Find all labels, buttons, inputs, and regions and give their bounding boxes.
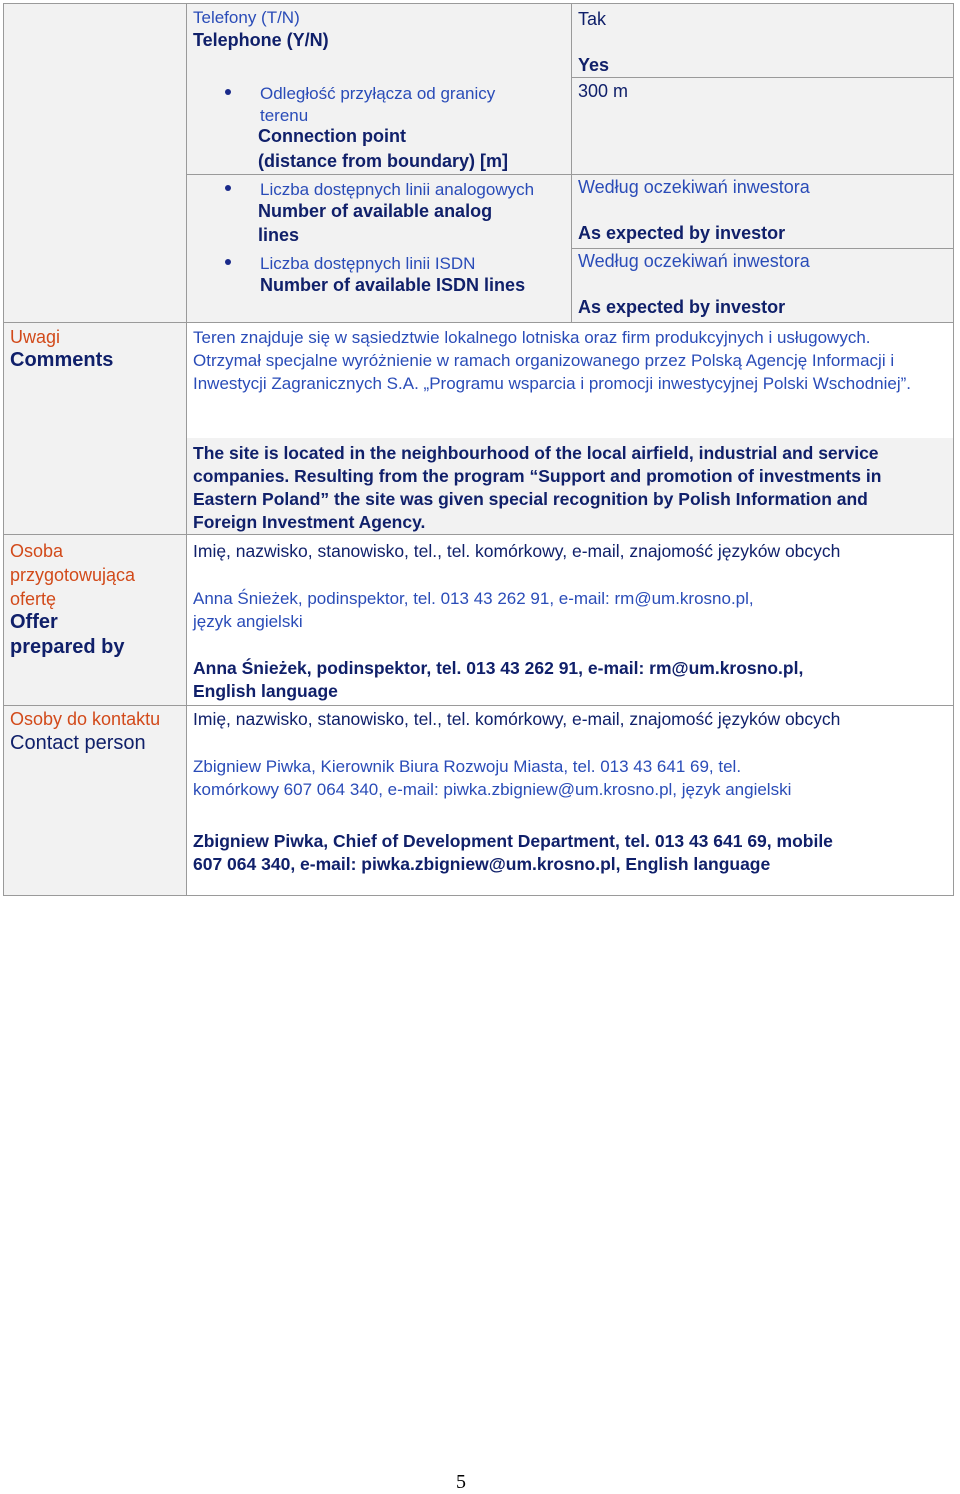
comments-label-en: Comments	[10, 349, 114, 371]
offer-label-pl-3: ofertę	[10, 589, 57, 609]
row-divider-telephone	[571, 77, 954, 78]
offer-fields-header: Imię, nazwisko, stanowisko, tel., tel. komórkowy, e-mail, znajomość języków obcych	[193, 541, 841, 561]
isdn-value-en: As expected by investor	[578, 297, 786, 317]
comments-text-pl: Teren znajduje się w sąsiedztwie lokalnego lotniska oraz firm produkcyjnych i usługowych. Otrzymał specjalne wyróżnienie w ramach organizowanego przez Polską Agencję Informacji i Inwestycji Zagranicznych S.A. „Programu wsparcia i promocji inwestycyjnej Polski Wschodniej”.	[193, 328, 912, 393]
contact-value-en-1: Zbigniew Piwka, Chief of Development Department, tel. 013 43 641 69, mobile	[193, 831, 833, 851]
offer-label-en-2: prepared by	[10, 636, 125, 658]
row-divider-offer	[4, 534, 954, 535]
bullet-icon	[225, 89, 231, 95]
telephone-label-pl: Telefony (T/N)	[193, 8, 300, 27]
page-number: 5	[456, 1471, 466, 1493]
telephone-value-en: Yes	[578, 55, 610, 75]
contact-value-pl-1: Zbigniew Piwka, Kierownik Biura Rozwoju Miasta, tel. 013 43 641 69, tel.	[193, 757, 742, 776]
connection-label-pl-2: terenu	[260, 106, 309, 125]
offer-value-pl-2: język angielski	[193, 612, 303, 631]
isdn-label-en: Number of available ISDN lines	[260, 275, 526, 295]
analog-label-en-1: Number of available analog	[258, 201, 493, 221]
analog-label-en-2: lines	[258, 225, 300, 245]
offer-label-pl-2: przygotowująca	[10, 565, 136, 585]
bullet-icon	[225, 185, 231, 191]
contact-label-pl: Osoby do kontaktu	[10, 709, 161, 729]
contact-value-en-2: 607 064 340, e-mail: piwka.zbigniew@um.krosno.pl, English language	[193, 854, 771, 874]
analog-value-en: As expected by investor	[578, 223, 786, 243]
offer-label-en-1: Offer	[10, 611, 58, 633]
offer-value-pl-1: Anna Śnieżek, podinspektor, tel. 013 43 262 91, e-mail: rm@um.krosno.pl,	[193, 589, 754, 608]
isdn-label-pl: Liczba dostępnych linii ISDN	[260, 254, 476, 273]
connection-value: 300 m	[578, 81, 629, 101]
connection-label-en-1: Connection point	[258, 126, 406, 146]
telephone-value-pl: Tak	[578, 9, 607, 29]
offer-value-en-2: English language	[193, 681, 338, 701]
contact-label-en: Contact person	[10, 732, 146, 754]
row-divider-contact	[4, 705, 954, 706]
contact-value-pl-2: komórkowy 607 064 340, e-mail: piwka.zbigniew@um.krosno.pl, język angielski	[193, 780, 792, 799]
offer-value-en-1: Anna Śnieżek, podinspektor, tel. 013 43 262 91, e-mail: rm@um.krosno.pl,	[193, 658, 804, 678]
analog-value-pl: Według oczekiwań inwestora	[578, 177, 810, 197]
row-divider-analog	[571, 248, 954, 249]
row-divider-comments	[4, 322, 954, 323]
isdn-value-pl: Według oczekiwań inwestora	[578, 251, 810, 271]
telephone-label-en: Telephone (Y/N)	[193, 30, 329, 50]
row-divider-connection	[187, 174, 954, 175]
comments-label-pl: Uwagi	[10, 327, 61, 347]
contact-fields-header: Imię, nazwisko, stanowisko, tel., tel. komórkowy, e-mail, znajomość języków obcych	[193, 709, 841, 729]
col-divider-2	[571, 4, 572, 322]
col-divider-1	[186, 4, 187, 896]
analog-label-pl: Liczba dostępnych linii analogowych	[260, 180, 535, 199]
connection-label-en-2: (distance from boundary) [m]	[258, 151, 509, 171]
connection-label-pl-1: Odległość przyłącza od granicy	[260, 84, 496, 103]
comments-text-en: The site is located in the neighbourhood of the local airfield, industrial and service companies. Resulting from the program “Support and promotion of investments in Eastern Poland” the site was given special recognition by Polish Information and Foreign Investment Agency.	[193, 443, 882, 532]
bullet-icon	[225, 259, 231, 265]
offer-label-pl-1: Osoba	[10, 541, 64, 561]
